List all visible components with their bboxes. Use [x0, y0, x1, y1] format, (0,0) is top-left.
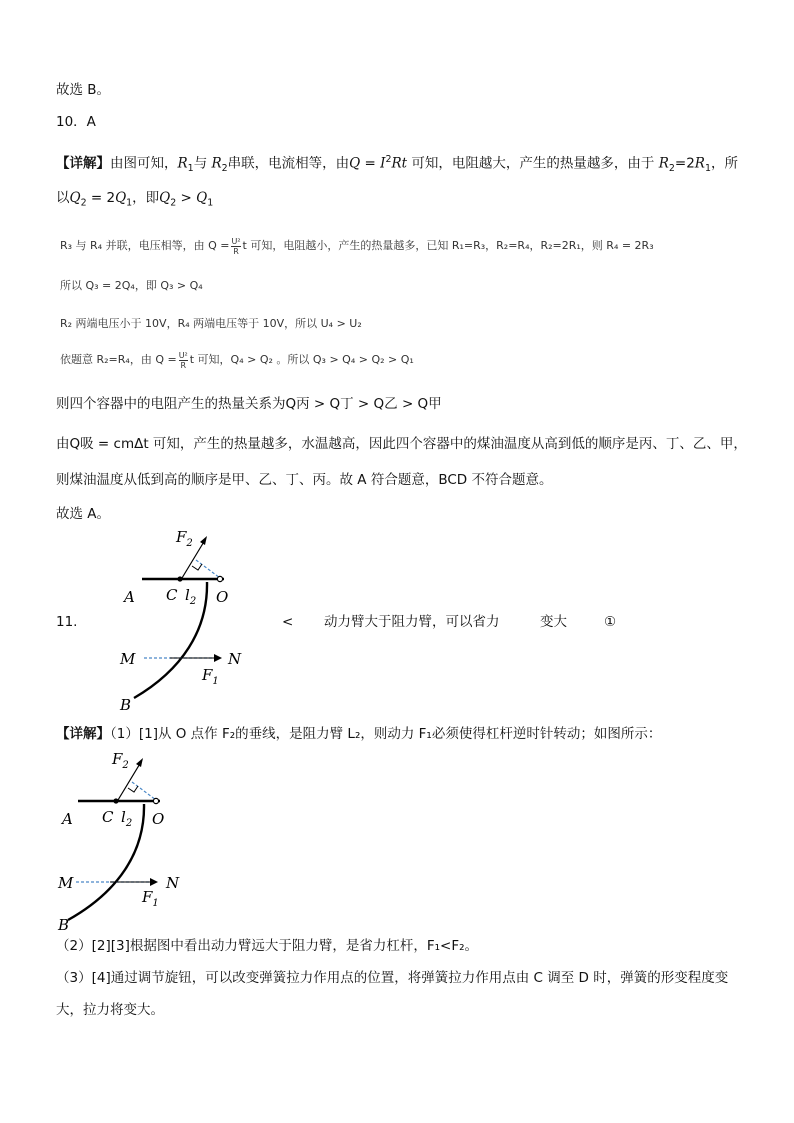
text-fragment: 由图可知，: [110, 155, 178, 172]
right-angle-mark: [128, 786, 138, 792]
text-fragment: R₃ 与 R₄ 并联，电压相等，由 Q =: [60, 239, 230, 252]
q11-number: 11.: [56, 614, 78, 630]
text-fragment: =2: [674, 155, 695, 172]
text-fragment: 串联，电流相等，由: [227, 155, 350, 172]
text-fragment: t 可知，电阻越小，产生的热量越多，已知 R₁=R₃，R₂=R₄，R₂=2R₁，则 R₄ = 2R₃: [242, 239, 654, 252]
q10-conclusion: 故选 A。: [56, 506, 111, 522]
lever-diagram-answer: [112, 520, 272, 720]
fraction-denominator: R: [233, 246, 239, 256]
explanation-tag: 【详解】: [56, 155, 110, 172]
text-fragment: 与: [193, 155, 212, 172]
label-l2: $l_2$: [121, 808, 133, 829]
force-f2-arrowhead: [136, 758, 143, 767]
fraction-numerator: U²: [231, 236, 241, 246]
q10-step-3: R₂ 两端电压小于 10V，R₄ 两端电压等于 10V，所以 U₄ > U₂: [60, 317, 362, 330]
var-q: Q: [115, 190, 127, 206]
q10-temperature-order-2: 则煤油温度从低到高的顺序是甲、乙、丁、丙。故 A 符合题意，BCD 不符合题意。: [56, 472, 553, 488]
sub: 2: [170, 197, 177, 209]
sub: 2: [221, 163, 228, 175]
q10-step-1: [60, 236, 654, 256]
fraction-denominator: R: [180, 360, 186, 370]
label-m: M: [120, 650, 136, 668]
explanation-tag: 【详解】: [56, 726, 110, 742]
text-fragment: = 2: [86, 190, 116, 206]
fraction-numerator: U²: [178, 350, 188, 360]
label-o: O: [216, 588, 229, 606]
moment-arm-dashed: [196, 560, 220, 578]
point-c: [113, 798, 118, 803]
question-10-answer: 10．A: [56, 114, 96, 130]
sup: 2: [385, 154, 392, 165]
text-fragment: =: [360, 155, 381, 172]
text-fragment: （1）[1]从 O 点作 F₂的垂线，是阻力臂 L₂，则动力 F₁必须使得杠杆逆时针转动；如图所示：: [110, 726, 662, 742]
text-fragment: ，即: [132, 190, 160, 206]
var-i: I: [380, 155, 386, 172]
var-q: Q: [69, 190, 81, 206]
sub: 1: [126, 197, 133, 209]
label-n: N: [166, 874, 180, 892]
label-c: C: [166, 586, 178, 604]
label-f1: $F_1$: [142, 888, 159, 909]
q10-explanation-line-1: [56, 150, 738, 179]
force-f1-arrowhead: [214, 654, 222, 662]
fraction: [231, 237, 240, 256]
right-angle-mark: [192, 564, 202, 570]
var-r2: R: [211, 155, 222, 172]
q11-answer-4: ①: [604, 614, 617, 630]
label-a: A: [62, 810, 73, 828]
label-f2: $F_2$: [176, 528, 193, 549]
pivot-o: [217, 576, 222, 581]
var-r1: R: [694, 155, 705, 172]
q10-explanation-line-2: [56, 188, 213, 214]
label-c: C: [102, 808, 114, 826]
label-a: A: [124, 588, 135, 606]
text-fragment: >: [176, 190, 197, 206]
moment-arm-dashed: [132, 782, 156, 800]
var-rt: Rt: [391, 155, 408, 172]
var-r2: R: [658, 155, 669, 172]
text-fragment: t 可知，Q₄ > Q₂ 。所以 Q₃ > Q₄ > Q₂ > Q₁: [189, 353, 414, 366]
text-fragment: 依题意 R₂=R₄，由 Q =: [60, 353, 177, 366]
label-l2: $l_2$: [185, 586, 197, 607]
q10-heat-relation: 则四个容器中的电阻产生的热量关系为Q丙 > Q丁 > Q乙 > Q甲: [56, 396, 442, 412]
label-n: N: [228, 650, 242, 668]
var-q: Q: [349, 155, 361, 172]
text-fragment: 以: [56, 190, 70, 206]
var-r1: R: [177, 155, 188, 172]
point-c: [177, 576, 182, 581]
label-f2: $F_2$: [112, 750, 129, 771]
sub: 1: [207, 197, 214, 209]
text-fragment: ，所: [710, 155, 738, 172]
var-q: Q: [196, 190, 208, 206]
lever-diagram-explanation: [56, 744, 216, 940]
q10-step-4: [60, 350, 414, 370]
force-f2-arrowhead: [200, 536, 207, 545]
q11-answer-1: <: [282, 614, 294, 630]
q10-temperature-order-1: 由Q吸 = cmΔt 可知，产生的热量越多，水温越高，因此四个容器中的煤油温度从高到低的顺序是丙、丁、乙、甲，: [56, 436, 747, 452]
q10-step-2: 所以 Q₃ = 2Q₄，即 Q₃ > Q₄: [60, 279, 203, 292]
force-f1-arrowhead: [150, 878, 158, 886]
q11-explanation-3: （3）[4]通过调节旋钮，可以改变弹簧拉力作用点的位置，将弹簧拉力作用点由 C 调至 D 时，弹簧的形变程度变: [56, 970, 729, 986]
label-f1: $F_1$: [202, 666, 219, 687]
label-m: M: [58, 874, 74, 892]
sub: 2: [80, 197, 87, 209]
var-q: Q: [159, 190, 171, 206]
pivot-o: [153, 798, 158, 803]
q11-explanation-4: 大，拉力将变大。: [56, 1002, 164, 1018]
text-line-1: 故选 B。: [56, 82, 111, 98]
sub: 1: [704, 163, 711, 175]
label-o: O: [152, 810, 165, 828]
label-b: B: [120, 696, 132, 714]
q11-answer-3: 变大: [540, 614, 567, 630]
fraction: [179, 351, 188, 370]
q11-explanation-1: [56, 724, 661, 744]
q11-explanation-2: （2）[2][3]根据图中看出动力臂远大于阻力臂，是省力杠杆，F₁<F₂。: [56, 938, 478, 954]
sub: 2: [668, 163, 675, 175]
q11-answer-2: 动力臂大于阻力臂，可以省力: [324, 614, 500, 630]
label-b: B: [58, 916, 70, 934]
text-fragment: 可知，电阻越大，产生的热量越多，由于: [407, 155, 659, 172]
sub: 1: [187, 163, 194, 175]
